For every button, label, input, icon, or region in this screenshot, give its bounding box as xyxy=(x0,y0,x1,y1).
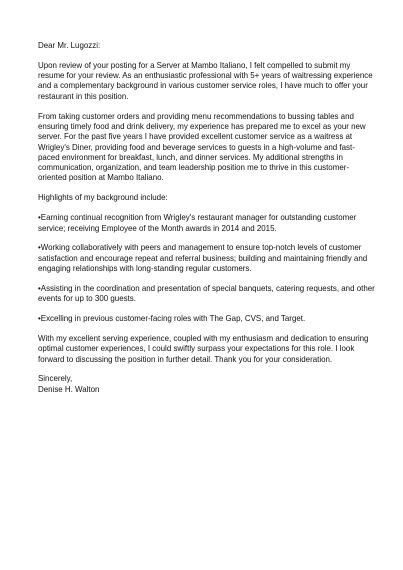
highlights-heading: Highlights of my background include: xyxy=(38,193,168,203)
signature-name: Denise H. Walton xyxy=(38,384,100,394)
bullet-item: •Earning continual recognition from Wrigley's restaurant manager for outstanding customer service; receiving Employee of the Month awards in 2014 and 2015. xyxy=(38,213,357,233)
bullet-item: •Working collaboratively with peers and management to ensure top-notch levels of customer satisfaction and encourage repeat and referral business; building and maintaining friendly and engaging relationships with long-standing regular customers. xyxy=(38,243,368,274)
bullet-item: •Assisting in the coordination and presentation of special banquets, catering requests, and other events for up to 300 guests. xyxy=(38,283,375,304)
bullet-item: •Excelling in previous customer-facing roles with The Gap, CVS, and Target. xyxy=(38,314,306,324)
salutation: Dear Mr. Lugozzi: xyxy=(38,41,101,50)
signoff: Sincerely, xyxy=(38,374,73,384)
intro-paragraph: Upon review of your posting for a Server at Mambo Italiano, I felt compelled to submit my resume for your review. As an enthusiastic professional with 5+ years of waitressing experience and a complementary background in various customer service roles, I have much to offer your restaurant in this position. xyxy=(38,60,373,101)
closing-paragraph: With my excellent serving experience, coupled with my enthusiasm and dedication to ensuring optimal customer experiences, I could swiftly surpass your expectations for this role. I look forward to discussing the position in further detail. Thank you for your consideration. xyxy=(38,333,369,364)
experience-paragraph: From taking customer orders and providing menu recommendations to bussing tables and ensuring timely food and drink delivery, my experience has prepared me to excel as your new server. For the past five years I have provided excellent customer service as a waitress at Wrigley's Diner, providing food and beverage services to guests in a high-volume and fast-paced environment for breakfast, lunch, and dinner services. My additional strengths in communication, organization, and team leadership position me to thrive in this customer-oriented position at Mambo Italiano. xyxy=(38,111,366,183)
